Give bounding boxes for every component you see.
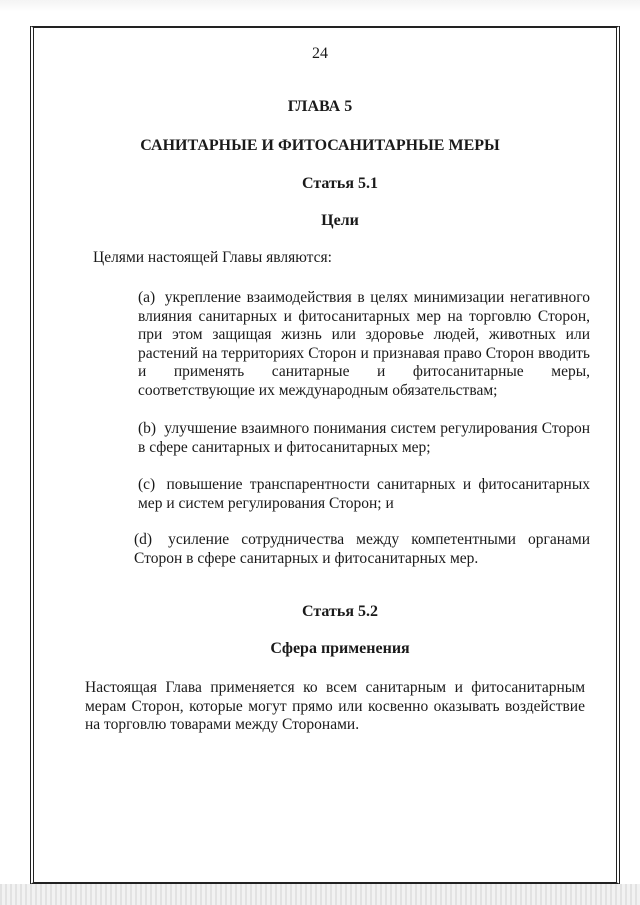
chapter-title: ГЛАВА 5 xyxy=(287,98,353,115)
article-5-1-number: Статья 5.1 xyxy=(302,175,378,192)
scan-top-edge xyxy=(0,0,640,12)
list-item-marker: (a) xyxy=(138,289,156,306)
list-item-a xyxy=(138,289,590,400)
list-item-marker: (d) xyxy=(134,531,153,548)
list-item-b xyxy=(138,420,590,457)
list-item-text: усиление сотрудничества между компетентными органами Сторон в сфере санитарных и фитосанитарных мер. xyxy=(134,531,591,567)
page-number: 24 xyxy=(312,45,328,62)
list-item-marker: (b) xyxy=(138,420,157,437)
list-item-marker: (c) xyxy=(138,476,156,493)
chapter-subtitle: САНИТАРНЫЕ И ФИТОСАНИТАРНЫЕ МЕРЫ xyxy=(140,137,500,154)
list-item-text: укрепление взаимодействия в целях минимизации негативного влияния санитарных и фитосанитарных мер на торговлю Сторон, при этом защищая жизнь или здоровье людей, животных или растений на территориях Сторон и признавая право Сторон вводить и применять санитарные и фитосанитарные меры, соответствующие их международным обязательствам; xyxy=(138,289,590,399)
article-5-2-number: Статья 5.2 xyxy=(302,603,378,620)
list-item-text: повышение транспарентности санитарных и фитосанитарных мер и систем регулирования Сторон; и xyxy=(138,476,591,512)
list-item-c xyxy=(138,476,590,513)
list-item-d xyxy=(134,531,590,568)
article-5-2-heading: Сфера применения xyxy=(270,640,410,657)
article-5-1-heading: Цели xyxy=(321,212,359,229)
list-item-text: улучшение взаимного понимания систем регулирования Сторон в сфере санитарных и фитосанитарных мер; xyxy=(138,420,591,456)
article-5-1-intro: Целями настоящей Главы являются: xyxy=(93,249,332,266)
scan-bottom-edge xyxy=(0,884,640,905)
article-5-2-text: Настоящая Глава применяется ко всем санитарным и фитосанитарным мерам Сторон, которые могут прямо или косвенно оказывать воздействие на торговлю товарами между Сторонами. xyxy=(85,679,585,733)
